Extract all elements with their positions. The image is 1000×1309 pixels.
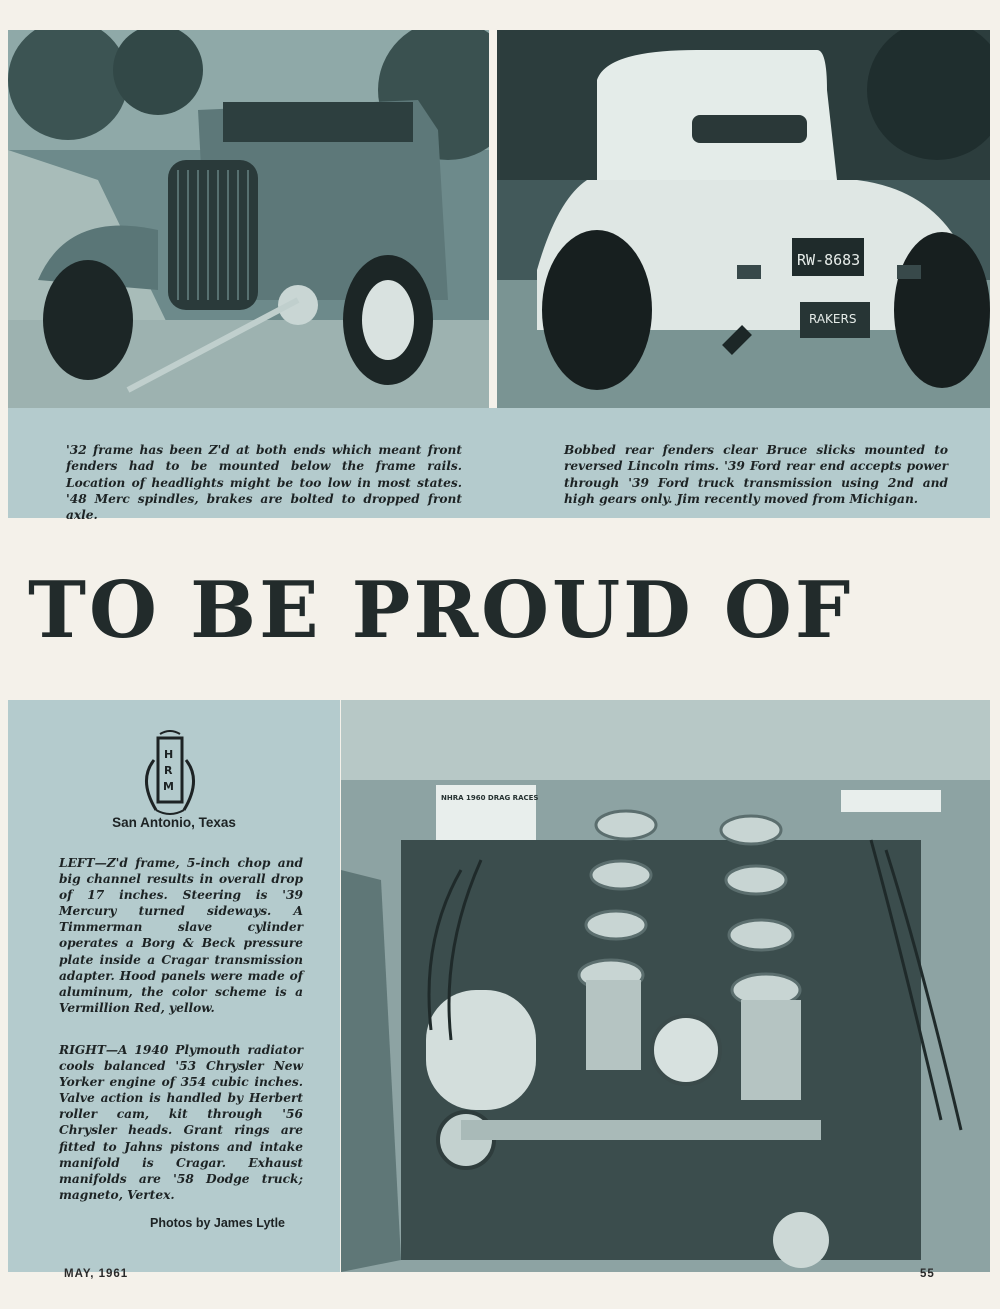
front-car-illustration <box>8 30 489 408</box>
engine-photo <box>341 700 990 1272</box>
svg-text:M: M <box>163 780 174 793</box>
page-number: 55 <box>920 1268 935 1280</box>
issue-date: MAY, 1961 <box>64 1268 129 1280</box>
rear-car-illustration <box>497 30 990 408</box>
front-car-photo <box>8 30 489 408</box>
location-label: San Antonio, Texas <box>112 815 236 830</box>
article-headline: TO BE PROUD OF <box>28 565 854 656</box>
nhra-decal-text: NHRA 1960 DRAG RACES <box>441 794 539 802</box>
left-photo-description: LEFT—Z'd frame, 5-inch chop and big channel results in overall drop of 17 inches. Steering is '39 Mercury turned sideways. A Timmerman slave cylinder operates a Borg & Beck pressure plate inside a Cragar transmission adapter. Hood panels were made of aluminum, the color scheme is a Vermillion Red, yellow. <box>59 856 303 1015</box>
svg-text:H: H <box>164 748 174 761</box>
right-photo-description: RIGHT—A 1940 Plymouth radiator cools balanced '53 Chrysler New Yorker engine of 354 cubic inches. Valve action is handled by Herbert roller cam, kit through '56 Chrysler heads. Grant rings are fitted to Jahns pistons and intake manifold is Cragar. Exhaust manifolds are '58 Dodge truck; magneto, Vertex. <box>59 1043 303 1202</box>
license-plate-text: RW-8683 <box>797 251 861 269</box>
front-photo-caption: '32 frame has been Z'd at both ends which meant front fenders had to be mounted below the frame rails. Location of headlights might be too low in most states. '48 Merc spindles, brakes are bolted to dropped front axle. <box>66 443 462 522</box>
svg-text:R: R <box>164 764 173 777</box>
club-plaque-text: RAKERS <box>809 312 857 326</box>
engine-illustration <box>341 700 990 1272</box>
photo-credit: Photos by James Lytle <box>150 1216 285 1230</box>
caption-band <box>8 408 990 522</box>
rear-photo-caption: Bobbed rear fenders clear Bruce slicks mounted to reversed Lincoln rims. '39 Ford rear end accepts power through '39 Ford truck transmission using 2nd and high gears only. Jim recently moved from Michigan. <box>564 443 948 506</box>
hrm-logo-icon <box>130 730 210 820</box>
rear-car-photo <box>497 30 990 408</box>
